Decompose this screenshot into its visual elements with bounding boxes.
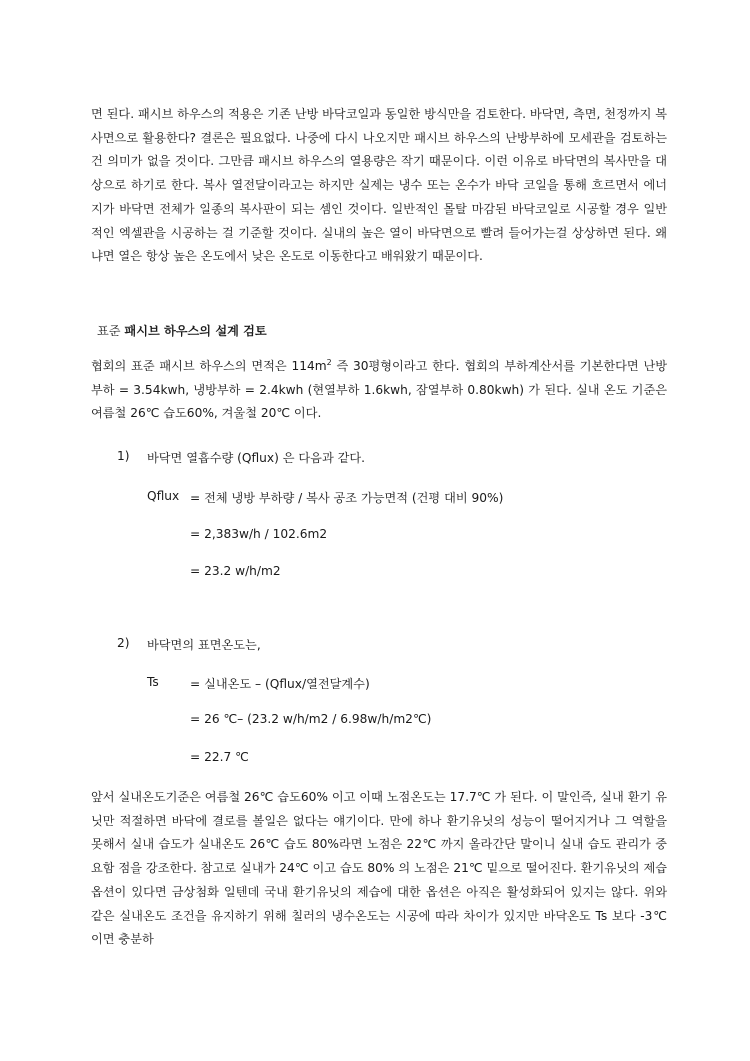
- intro-paragraph: 면 된다. 패시브 하우스의 적용은 기존 난방 바닥코일과 동일한 방식만을 검토한다. 바닥면, 측면, 천정까지 복사면으로 활용한다? 결론은 필요없다. 나중에 다시 나오지만 패시브 하우스의 난방부하에 모세관을 검토하는 건 의미가 없을 것이다. 그만큼 패시브 하우스의 열용량은 작기 때문이다. 이런 이유로 바닥면의 복사만을 대상으로 하기로 한다. 복사 열전달이라고는 하지만 실제는 냉수 또는 온수가 바닥 코일을 통해 흐르면서 에너지가 바닥면 전체가 일종의 복사판이 되는 셈인 것이다. 일반적인 몰탈 마감된 바닥코일로 시공할 경우 일반적인 엑셀관을 시공하는 걸 기준할 것이다. 실내의 높은 열이 바닥면으로 빨려 들어가는걸 상상하면 된다. 왜냐면 열은 항상 높은 온도에서 낮은 온도로 이동한다고 배워왔기 때문이다.: [91, 107, 667, 264]
- section-heading: [97, 322, 267, 339]
- area-text: 협회의 표준 패시브 하우스의 면적은 114m: [91, 359, 327, 373]
- item1-equation-2: = 2,383w/h / 102.6m2: [190, 527, 328, 541]
- item1-number: 1): [117, 449, 130, 463]
- item1-equation-1: = 전체 냉방 부하량 / 복사 공조 가능면적 (건평 대비 90%): [190, 491, 504, 505]
- dewpoint-paragraph: 앞서 실내온도기준은 여름철 26℃ 습도60% 이고 이때 노점온도는 17.7℃ 가 된다. 이 말인즉, 실내 환기 유닛만 적절하면 바닥에 결로를 볼일은 없다는 얘기이다. 만에 하나 환기유닛의 성능이 떨어지거나 그 역할을 못해서 실내 습도가 실내온도 26℃ 습도 80%라면 노점은 22℃ 까지 올라간단 말이니 실내 습도 관리가 중요함 점을 강조한다. 참고로 실내가 24℃ 이고 습도 80% 의 노점은 21℃ 밑으로 떨어진다. 환기유닛의 제습옵션이 있다면 금상첨화 일텐데 국내 환기유닛의 제습에 대한 옵션은 아직은 활성화되어 있지는 않다. 위와 같은 실내온도 조건을 유지하기 위해 칠러의 냉수온도는 시공에 따라 차이가 있지만 바닥온도 Ts 보다 -3℃ 이면 충분하: [91, 790, 667, 947]
- item1-equation-3: = 23.2 w/h/m2: [190, 564, 281, 578]
- item2-equation-2: = 26 ℃– (23.2 w/h/m2 / 6.98w/h/m2℃): [190, 712, 432, 726]
- item2-label: Ts: [147, 675, 159, 689]
- item2-text: 바닥면의 표면온도는,: [147, 638, 261, 652]
- load-text: 즉 30평형이라고 한다. 협회의 부하계산서를 기본한다면 난방부하 = 3.54kwh, 냉방부하 = 2.4kwh (현열부하 1.6kwh, 잠열부하 0.80kwh) 가 된다. 실내 온도 기준은 여름철 26℃ 습도60%, 겨울철 20℃ 이다.: [91, 359, 667, 421]
- item2-number: 2): [117, 636, 130, 650]
- item1-label: Qflux: [147, 489, 180, 503]
- item2-equation-1: = 실내온도 – (Qflux/열전달계수): [190, 677, 370, 691]
- heading-prefix: 표준: [97, 324, 125, 338]
- item2-equation-3: = 22.7 ℃: [190, 750, 249, 764]
- item1-text: 바닥면 열흡수량 (Qflux) 은 다음과 같다.: [147, 451, 366, 465]
- heading-bold-title: 패시브 하우스의 설계 검토: [124, 324, 267, 338]
- area-superscript: 2: [326, 357, 332, 367]
- standard-house-paragraph: [91, 355, 667, 426]
